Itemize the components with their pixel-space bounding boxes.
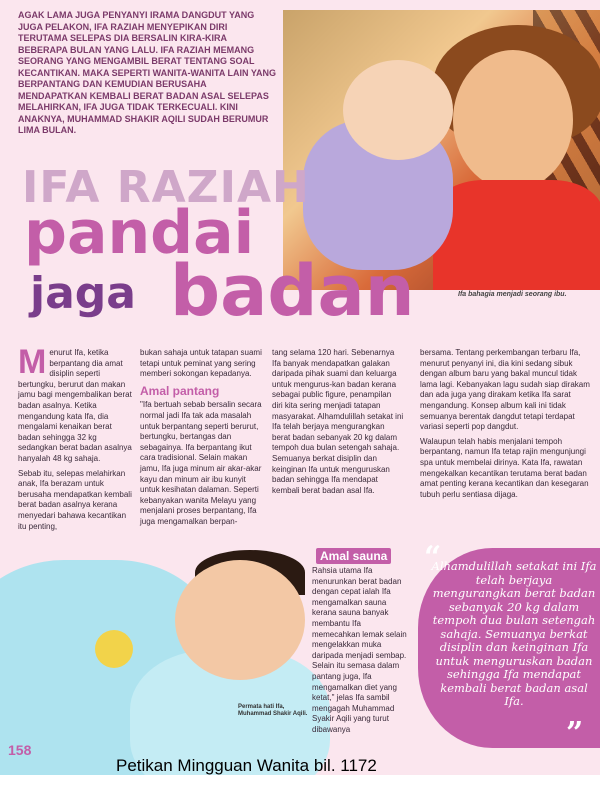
source-credit: Petikan Mingguan Wanita bil. 1172	[116, 756, 377, 775]
intro-paragraph: AGAK LAMA JUGA PENYANYI IRAMA DANGDUT YANG JUGA PELAKON, IFA RAZIAH MENYEPIKAN DIRI TERUTAMA SELEPAS DIA BERSALIN KIRA-KIRA BEBERAPA BULAN YANG LALU. IFA RAZIAH MEMANG SEORANG YANG MENGAMBIL BERAT TENTANG SOAL KECANTIKAN. MAKA SEPERTI WANITA-WANITA LAIN YANG BERPANTANG DAN KEMUDIAN BERUSAHA MENDAPATKAN KEMBALI BERAT BADAN ASAL SELEPAS MELAHIRKAN, IFA JUGA TIDAK TERKECUALI. KINI ANAKNYA, MUHAMMAD SHAKIR AQILI SUDAH BERUMUR LIMA BULAN.	[18, 10, 276, 135]
col2-paragraph-2: "Ifa bertuah sebab bersalin secara normal jadi Ifa tak ada masalah untuk berpantang seperti berurut, bertungku, bertangas dan sebagainya. Ifa berpantang ikut cara tradisional. Selain makan jamu, Ifa juga minum air akar-akar kayu dan minum air ibu kunyit untuk kesihatan dalaman. Seperti kebanyakan wanita Melayu yang menjalani proses berpantang, Ifa juga mengamalkan berpan-	[140, 400, 262, 526]
page-number: 158	[8, 742, 32, 758]
photo-caption-bottom: Permata hati Ifa, Muhammad Shakir Aqili.	[238, 704, 308, 717]
suit-badge	[95, 630, 133, 668]
col4-paragraph-2: Walaupun telah habis menjalani tempoh berpantang, namun Ifa tetap rajin mengunjungi spa untuk membelai dirinya. Kata Ifa, rawatan mengekalkan kecantikan terutama berat badan amat penting kerana kecantikan dan kesegaran tubuh perlu sentiasa dijaga.	[420, 436, 589, 499]
col4-paragraph-1: bersama. Tentang perkembangan terbaru Ifa, menurut penyanyi ini, dia kini sedang sibuk dengan album baru yang bakal muncul tidak lama lagi. Kebanyakan lagu sudah siap dirakam dan ada juga yang dirakam ketika Ifa sarat mengandung. Konsep album kali ini tidak semuanya berentak dangdut tetapi terdapat variasi seperti pop dangdut.	[420, 348, 590, 432]
col1-paragraph-2: Sebab itu, selepas melahirkan anak, Ifa berazam untuk berusaha mendapatkan kembali berat badan asalnya kerana menyedari bahawa kecantikan itu penting,	[18, 468, 132, 531]
article-column-3b	[312, 566, 410, 740]
title-line-1: IFA RAZIAH	[22, 162, 310, 213]
col3-paragraph-1: tang selama 120 hari. Sebenarnya Ifa banyak mendapatkan galakan daripada pihak suami dan keluarga untuk mengurus-kan badan kerana sebagai public figure, penampilan diri kita sering menjadi tatapan masyarakat. Alhamdulillah setakat ini Ifa telah berjaya mengurangkan berat badan sebanyak 20 kg dalam tempoh dua bulan setengah sahaja. Semuanya berkat disiplin dan keinginan Ifa untuk menguruskan badan sehingga Ifa mendapat kembali berat badan asal Ifa.	[272, 348, 404, 495]
drop-cap: M	[18, 343, 47, 381]
close-quote-icon: ”	[566, 716, 584, 751]
footer-band	[0, 775, 600, 800]
pull-quote: Alhamdulillah setakat ini Ifa telah berjaya mengurangkan berat badan sebanyak 20 kg dalam tempoh dua bulan setengah sahaja. Semuanya berkat disiplin dan keinginan Ifa untuk menguruskan badan sehingga Ifa mendapat kembali berat badan asal Ifa.	[431, 559, 597, 708]
article-column-4	[420, 348, 590, 504]
article-column-3	[272, 348, 404, 500]
col1-paragraph-1: enurut Ifa, ketika berpantang dia amat disiplin seperti bertungku, berurut dan makan jamu bagi mengembalikan berat badan asalnya. Ketika mengandung kata Ifa, dia mengalami kenaikan berat badan sehingga 32 kg sedangkan berat badan asalnya hanyalah 48 kg sahaja.	[18, 348, 132, 463]
open-quote-icon: “	[424, 540, 442, 575]
title-line-3: jaga	[30, 268, 136, 319]
baby-face	[343, 60, 453, 160]
subheading-amal-pantang: Amal pantang	[140, 383, 220, 398]
title-line-4: badan	[170, 250, 415, 332]
col3-paragraph-2: Rahsia utama Ifa menurunkan berat badan dengan cepat ialah Ifa mengamalkan sauna kerana sauna banyak membantu Ifa memecahkan lemak selain mengelakkan muka daripada menjadi sembap. Selain itu semasa dalam pantang juga, Ifa mengamalkan diet yang ketat," jelas Ifa sambil mengagah Muhammad Syakir Aqili yang turut dibawanya	[312, 566, 407, 734]
mother-red-shirt	[433, 180, 600, 290]
mother-face	[453, 50, 573, 190]
photo-caption-top: Ifa bahagia menjadi seorang ibu.	[458, 291, 567, 298]
article-column-1	[18, 343, 136, 536]
title-line-2: pandai	[24, 198, 255, 268]
article-column-2	[140, 348, 266, 532]
col2-paragraph-1: bukan sahaja untuk tatapan suami tetapi untuk peminat yang sering memberi sokongan kepadanya.	[140, 348, 262, 379]
baby-face-closeup	[175, 560, 305, 680]
mother-baby-photo	[283, 10, 600, 290]
subheading-amal-sauna: Amal sauna	[316, 548, 391, 564]
